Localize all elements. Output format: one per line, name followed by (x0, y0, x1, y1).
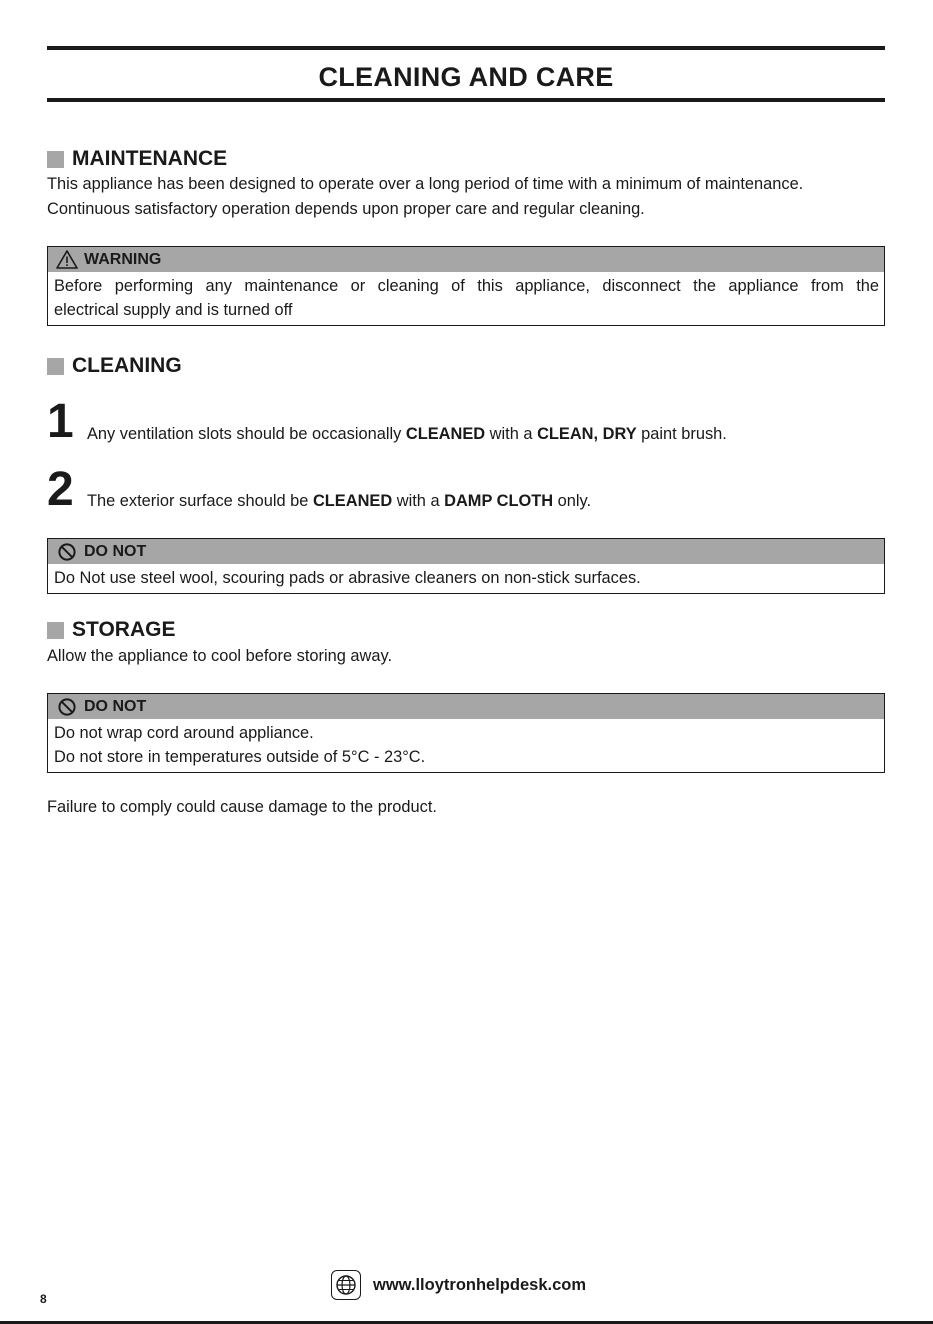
globe-icon (331, 1270, 361, 1300)
warning-box (47, 246, 885, 326)
cleaning-heading (47, 354, 182, 378)
step-2-text-a: The exterior surface should be (87, 492, 313, 510)
storage-donot-body (48, 719, 884, 772)
storage-donot-header (48, 694, 884, 719)
prohibited-icon (56, 697, 78, 717)
step-1-text-c: paint brush. (636, 425, 727, 443)
footer-url-text[interactable]: www.lloytronhelpdesk.com (373, 1275, 587, 1294)
step-number-1: 1 (47, 395, 74, 448)
cleaning-donot-label: DO NOT (84, 542, 147, 560)
warning-label: WARNING (84, 250, 162, 268)
step-number-2: 2 (47, 463, 74, 516)
cleaning-donot-box (47, 538, 885, 594)
prohibited-icon (56, 542, 78, 562)
storage-donot-box (47, 693, 885, 773)
cleaning-donot-body (48, 564, 884, 593)
maintenance-heading (47, 147, 227, 171)
step-1-text-a: Any ventilation slots should be occasionally (87, 425, 406, 443)
maintenance-line-1: This appliance has been designed to operate over a long period of time with a minimum of maintenance. (47, 175, 804, 193)
step-2-text-c: only. (553, 492, 592, 510)
cleaning-donot-header (48, 539, 884, 564)
warning-body (48, 272, 884, 325)
step-2-emphasis-b: DAMP CLOTH (444, 492, 554, 510)
warning-header (48, 247, 884, 272)
storage-donot-label: DO NOT (84, 697, 147, 715)
cleaning-donot-line-1: Do Not use steel wool, scouring pads or abrasive cleaners on non-stick surfaces. (54, 569, 641, 587)
maintenance-heading-text: MAINTENANCE (72, 147, 228, 170)
storage-line: Allow the appliance to cool before storing away. (47, 647, 393, 665)
step-text-2 (87, 491, 591, 511)
step-2-text-b: with a (392, 492, 445, 510)
section-square-icon (47, 622, 64, 639)
storage-donot-line-2: Do not store in temperatures outside of 5°C - 23°C. (54, 748, 426, 766)
maintenance-line-2: Continuous satisfactory operation depends upon proper care and regular cleaning. (47, 200, 645, 218)
cleaning-heading-text: CLEANING (72, 354, 182, 377)
step-text-1 (87, 424, 727, 444)
section-square-icon (47, 358, 64, 375)
step-2-emphasis-a: CLEANED (312, 492, 393, 510)
page-title: CLEANING AND CARE (318, 62, 614, 92)
storage-donot-line-1: Do not wrap cord around appliance. (54, 724, 314, 742)
page-number: 8 (40, 1292, 47, 1306)
footer-url[interactable] (331, 1270, 586, 1300)
step-1-emphasis-a: CLEANED (405, 425, 486, 443)
step-1-text-b: with a (485, 425, 538, 443)
warning-triangle-icon (56, 250, 78, 270)
warning-line-2: electrical supply and is turned off (54, 301, 293, 319)
storage-heading-text: STORAGE (72, 618, 176, 641)
step-1-emphasis-b: CLEAN, DRY (537, 425, 637, 443)
title-bottom-rule (47, 98, 885, 102)
section-square-icon (47, 151, 64, 168)
title-top-rule (47, 46, 885, 50)
storage-heading (47, 618, 175, 642)
failure-note: Failure to comply could cause damage to the product. (47, 798, 437, 816)
warning-line-1: Before performing any maintenance or cleaning of this appliance, disconnect the appliance from the (54, 277, 879, 295)
